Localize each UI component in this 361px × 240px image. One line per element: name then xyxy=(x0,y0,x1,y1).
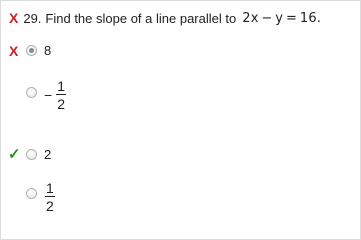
incorrect-mark-icon: X xyxy=(9,43,19,59)
question-number: 29. xyxy=(23,10,42,26)
option-d-fraction xyxy=(45,180,55,214)
option-b-radio[interactable] xyxy=(26,87,37,98)
option-b-sign: − xyxy=(44,87,53,103)
option-b-denominator: 2 xyxy=(57,96,65,112)
question-prompt xyxy=(9,8,321,28)
option-b-fraction xyxy=(56,78,66,112)
question-equation: 2x − y = 16. xyxy=(242,10,322,26)
option-b-label xyxy=(44,78,66,112)
x-mark-icon: X xyxy=(9,10,19,26)
option-d-denominator: 2 xyxy=(46,198,54,214)
question-text: Find the slope of a line parallel to xyxy=(45,10,237,26)
option-d-label xyxy=(45,180,55,214)
check-mark-icon: ✓ xyxy=(8,146,21,163)
option-d-numerator: 1 xyxy=(46,180,54,196)
option-a-radio[interactable] xyxy=(26,45,37,56)
option-b-numerator: 1 xyxy=(57,78,65,94)
option-c-label: 2 xyxy=(44,147,52,162)
option-a-label: 8 xyxy=(44,43,52,58)
option-d-radio[interactable] xyxy=(26,188,37,199)
option-c-radio[interactable] xyxy=(26,149,37,160)
